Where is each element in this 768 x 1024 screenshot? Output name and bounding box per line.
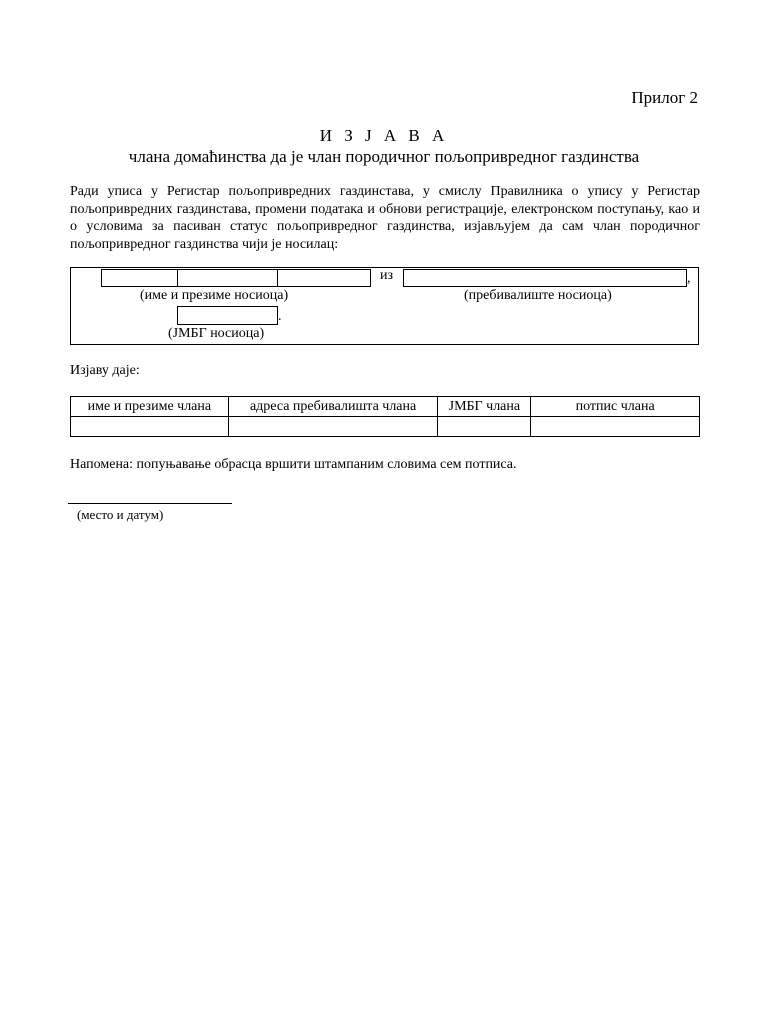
holder-info-box [70,267,699,345]
members-table-header-row [71,397,700,417]
holder-name-label: (име и презиме носиоца) [140,288,289,303]
holder-middle-name-field[interactable] [177,269,278,287]
izjavu-daje-label: Изјаву даје: [70,363,140,378]
col-header-member-signature: потпис члана [531,397,700,417]
holder-jmbg-label: (ЈМБГ носиоца) [168,326,265,341]
table-row [71,417,700,437]
document-title: И З Ј А В А [319,126,449,145]
member-name-cell[interactable] [71,417,229,437]
member-address-cell[interactable] [228,417,438,437]
place-date-line[interactable] [68,503,232,504]
holder-residence-field[interactable] [403,269,687,287]
col-header-member-name: име и презиме члана [71,397,229,417]
note-text: Напомена: попуњавање обрасца вршити штампаним словима сем потписа. [70,457,517,472]
residence-comma: , [687,271,691,286]
holder-first-name-field[interactable] [101,269,178,287]
annex-label: Прилог 2 [631,88,698,107]
holder-last-name-field[interactable] [277,269,371,287]
col-header-member-address: адреса пребивалишта члана [228,397,438,417]
document-subtitle: члана домаћинства да је члан породичног пољопривредног газдинства [128,147,640,166]
intro-paragraph: Ради уписа у Регистар пољопривредних газдинстава, у смислу Правилника о упису у Регистар пољопривредних газдинстава, промени података и обнови регистрације, електронском поступању, као и о условима за пасиван статус пољопривредног газдинства, изјављујем да сам члан породичног пољопривредног газдинства чији је носилац: [70,184,700,252]
members-table [70,396,700,437]
col-header-member-jmbg: ЈМБГ члана [438,397,531,417]
member-jmbg-cell[interactable] [438,417,531,437]
holder-jmbg-field[interactable] [177,306,278,325]
iz-label: из [380,268,394,283]
place-date-label: (место и датум) [77,507,164,522]
jmbg-period: . [278,309,282,324]
member-signature-cell[interactable] [531,417,700,437]
holder-residence-label: (пребивалиште носиоца) [464,288,612,303]
